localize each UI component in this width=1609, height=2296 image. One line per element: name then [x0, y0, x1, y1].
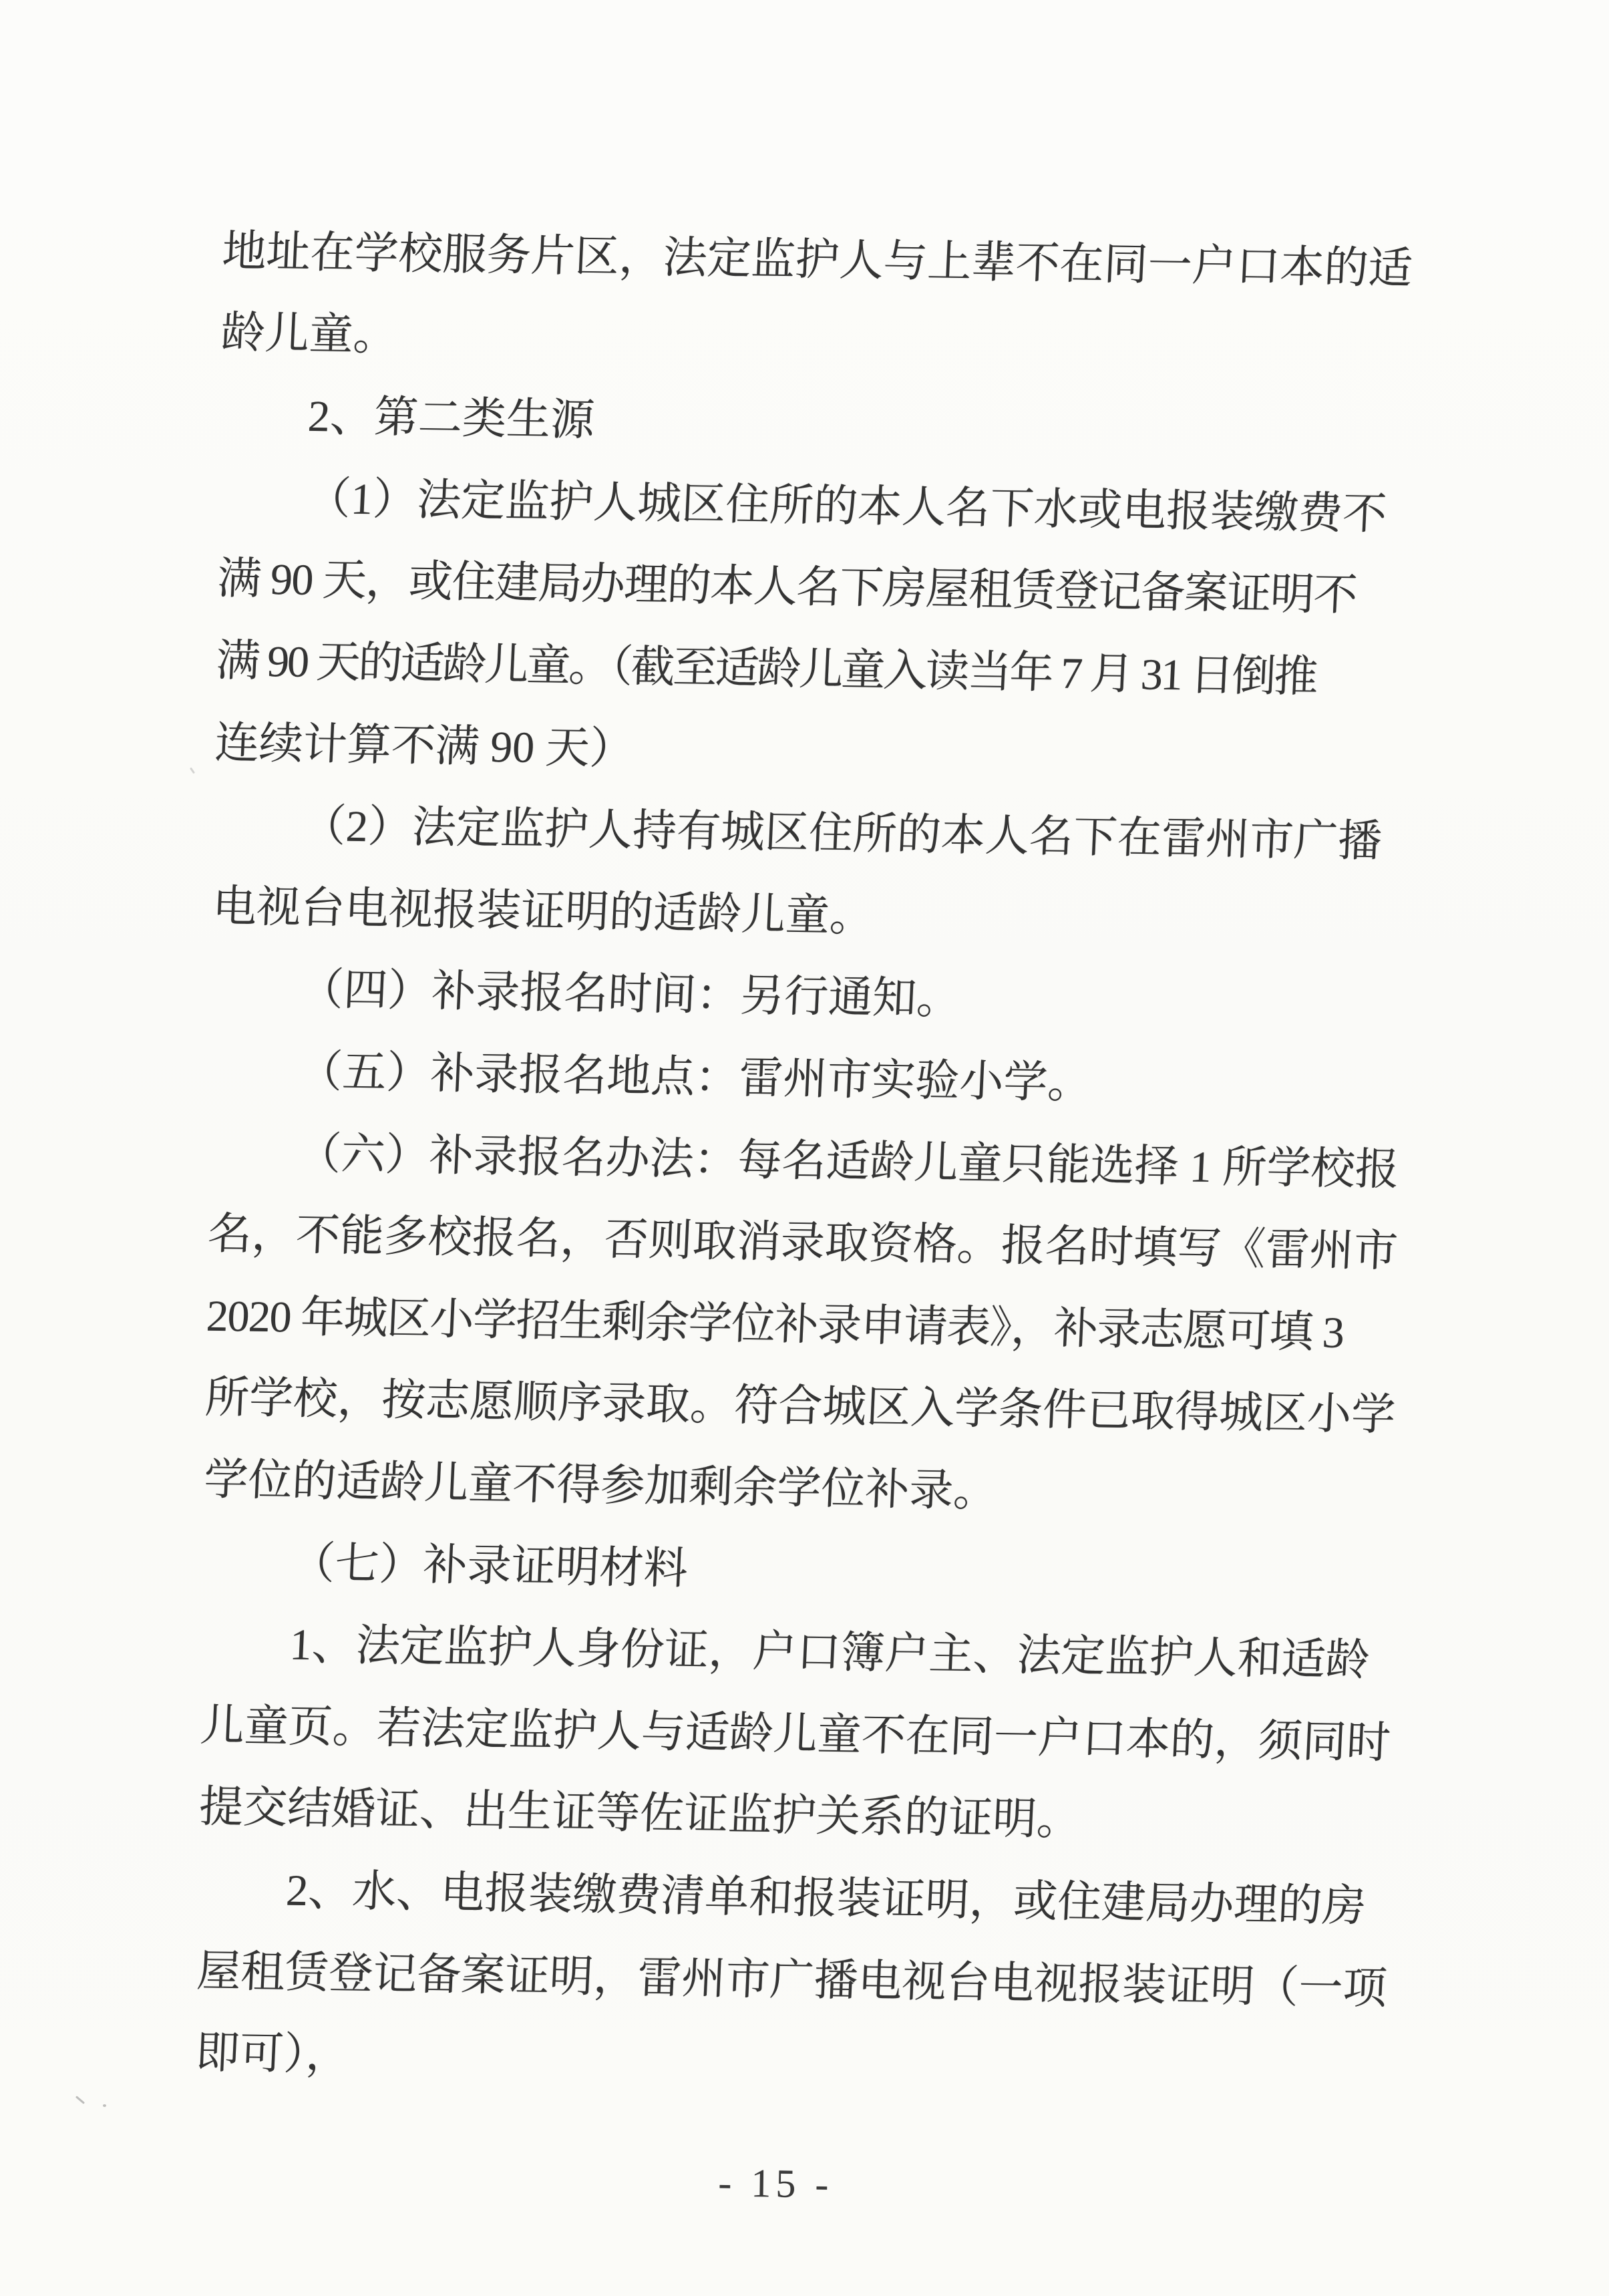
text-line: 即可）， — [194, 2028, 351, 2080]
page-number: - 15 - — [717, 2160, 834, 2206]
text-line: 名，不能多校报名，否则取消录取资格。报名时填写《雷州市 — [206, 1209, 1399, 1277]
text-line: 电视台电视报装证明的适龄儿童。 — [211, 882, 875, 941]
text-line: （四）补录报名时间：另行通知。 — [298, 965, 962, 1024]
text-line: 连续计算不满 90 天） — [214, 718, 635, 774]
text-line: 提交结婚证、出生证等佐证监护关系的证明。 — [198, 1782, 1082, 1845]
text-line: （2）法定监护人持有城区住所的本人名下在雷州市广播 — [301, 801, 1383, 866]
text-line: 屋租赁登记备案证明，雷州市广播电视台电视报装证明（一项 — [195, 1947, 1389, 2014]
text-line: （七）补录证明材料 — [289, 1538, 689, 1594]
text-line: 地址在学校服务片区，法定监护人与上辈不在同一户口本的适 — [221, 226, 1414, 294]
text-line: 1、法定监护人身份证，户口簿户主、法定监护人和适龄 — [289, 1620, 1371, 1685]
text-line: 龄儿童。 — [220, 308, 399, 360]
text-line: 满 90 天，或住建局办理的本人名下房屋租赁登记备案证明不 — [216, 554, 1358, 621]
text-line: 2020 年城区小学招生剩余学位补录申请表》，补录志愿可填 3 — [205, 1291, 1345, 1357]
text-line: （1）法定监护人城区住所的本人名下水或电报装缴费不 — [305, 474, 1388, 539]
text-line: （六）补录报名办法：每名适龄儿童只能选择 1 所学校报 — [296, 1129, 1401, 1195]
scan-artifact — [103, 2104, 106, 2107]
text-line: （五）补录报名地点：雷州市实验小学。 — [297, 1047, 1093, 1108]
text-line: 儿童页。若法定监护人与适龄儿童不在同一户口本的，须同时 — [199, 1701, 1392, 1768]
text-line: 满 90 天的适龄儿童。（截至适龄儿童入读当年 7 月 31 日倒推 — [214, 636, 1318, 702]
text-line: 2、第二类生源 — [307, 391, 596, 446]
text-line: 2、水、电报装缴费清单和报装证明，或住建局办理的房 — [285, 1866, 1367, 1931]
text-line: 所学校，按志愿顺序录取。符合城区入学条件已取得城区小学 — [204, 1373, 1397, 1440]
text-line: 学位的适龄儿童不得参加剩余学位补录。 — [202, 1455, 999, 1516]
